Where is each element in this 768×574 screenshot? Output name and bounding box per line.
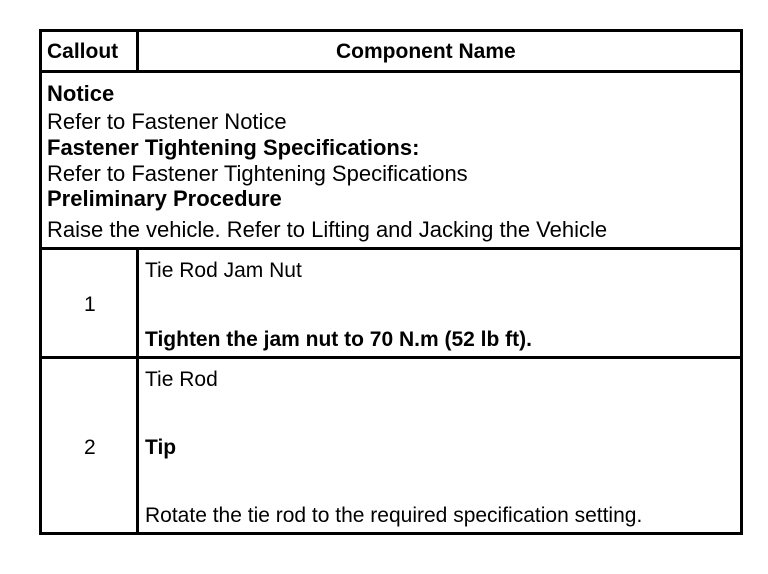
- column-divider-header: [136, 32, 139, 70]
- row-1-callout: 1: [84, 293, 96, 316]
- component-name-header: Component Name: [336, 40, 516, 63]
- procedure-table: [39, 29, 743, 535]
- preliminary-procedure-title: Preliminary Procedure: [47, 186, 282, 211]
- row-2-tip-title: Tip: [145, 436, 177, 459]
- fastener-spec-title: Fastener Tightening Specifications:: [47, 135, 420, 160]
- column-divider-rows: [136, 250, 139, 532]
- row-divider: [42, 356, 740, 359]
- notice-divider: [42, 247, 740, 250]
- row-2-callout: 2: [84, 436, 96, 459]
- fastener-notice-text: Refer to Fastener Notice: [47, 109, 287, 134]
- fastener-spec-text: Refer to Fastener Tightening Specifications: [47, 161, 468, 186]
- row-2-tip-text: Rotate the tie rod to the required specification setting.: [145, 504, 643, 527]
- row-1-component: Tie Rod Jam Nut: [145, 259, 302, 282]
- row-2-component: Tie Rod: [145, 368, 218, 391]
- callout-header: Callout: [47, 40, 119, 63]
- notice-title: Notice: [47, 81, 115, 106]
- row-1-instruction: Tighten the jam nut to 70 N.m (52 lb ft).: [145, 328, 532, 351]
- header-divider: [42, 70, 740, 73]
- preliminary-procedure-text: Raise the vehicle. Refer to Lifting and Jacking the Vehicle: [47, 217, 608, 242]
